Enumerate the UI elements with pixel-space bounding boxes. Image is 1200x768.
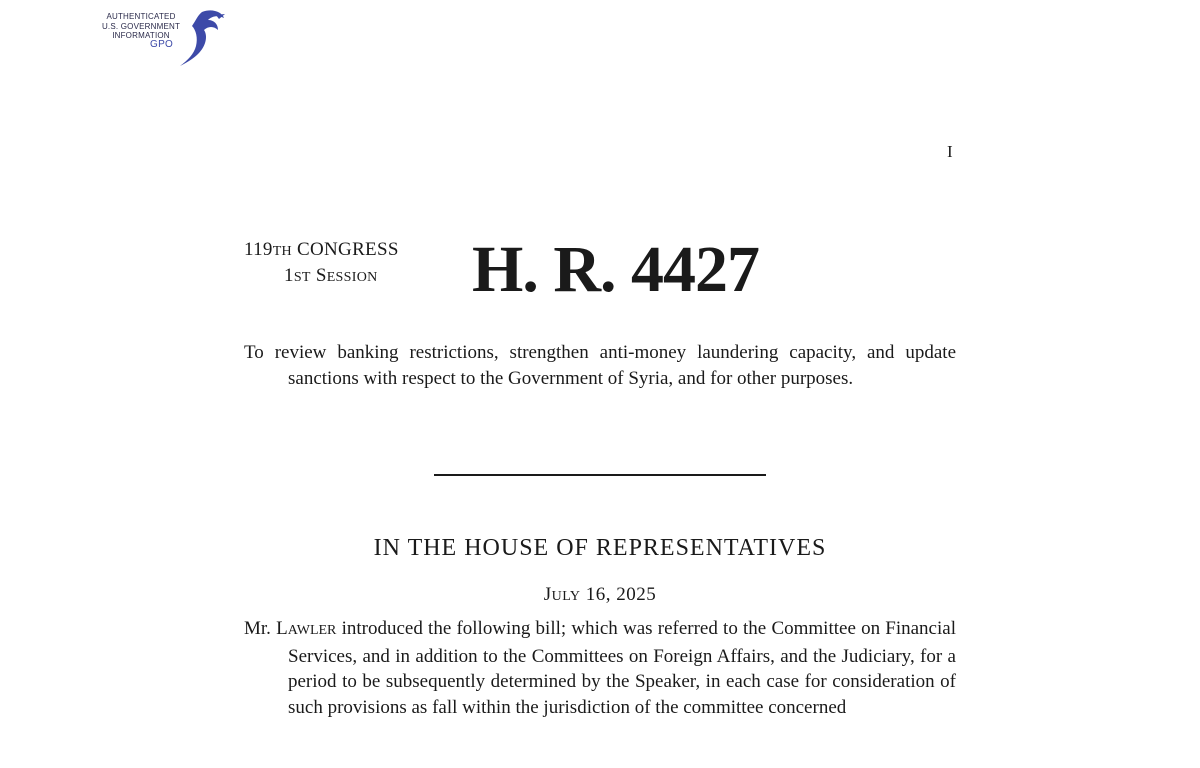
gpo-authentication-badge: [96, 6, 226, 70]
session-number: 1: [284, 265, 294, 286]
badge-line-2: U.S. GOVERNMENT: [101, 21, 181, 31]
date-day-year: 16, 2025: [580, 584, 657, 605]
eagle-icon: [172, 6, 226, 70]
congress-suffix: TH: [272, 244, 292, 259]
session-line: [244, 264, 444, 290]
date-month-initial: J: [543, 584, 552, 605]
congress-session-block: [244, 238, 444, 290]
bill-purpose: To review banking restrictions, strengthen anti-money laundering capacity, and update sanctions with respect to the Government of Syria, and for other purposes.: [244, 342, 956, 389]
bill-action-text: [244, 616, 956, 720]
sponsor-rest: AWLER: [287, 623, 337, 638]
section-divider: [434, 474, 766, 476]
congress-number: 119: [244, 239, 273, 260]
badge-line-1: AUTHENTICATED: [106, 12, 176, 21]
date-month-rest: ULY: [551, 589, 581, 604]
session-initial: S: [315, 265, 327, 286]
congress-line: [244, 238, 444, 264]
sponsor-initial: L: [276, 618, 288, 639]
bill-version-mark: I: [947, 142, 953, 161]
badge-line-3: INFORMATION: [112, 31, 170, 40]
congress-word: CONGRESS: [297, 239, 399, 260]
bill-number: H. R. 4427: [472, 233, 759, 306]
session-suffix: ST: [293, 270, 311, 285]
introduction-date: [0, 584, 1200, 606]
session-rest: ESSION: [326, 270, 378, 285]
referral-text: introduced the following bill; which was referred to the Committee on Financial Services, and in addition to the Committees on Foreign Affairs, and the Judiciary, for a period to be subsequently determined by the Speaker, in each case for consideration of such provisions as fall within the jurisdiction of the committee concerned: [288, 618, 956, 718]
sponsor-prefix: Mr.: [244, 618, 277, 639]
chamber-heading: IN THE HOUSE OF REPRESENTATIVES: [373, 535, 827, 561]
gpo-mark: GPO: [150, 39, 174, 50]
